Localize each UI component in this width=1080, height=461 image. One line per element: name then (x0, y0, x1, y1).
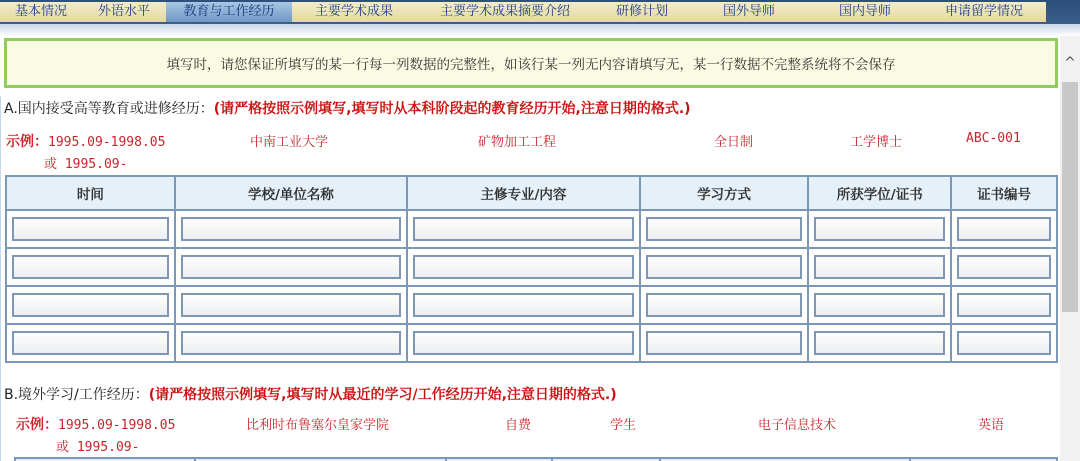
tab-1[interactable]: 外语水平 (97, 4, 150, 19)
tab-0[interactable]: 基本情况 (14, 4, 67, 19)
column-header: 学习方式 (640, 176, 809, 210)
section-b-instruction: (请严格按照示例填写,填写时从最近的学习/工作经历开始,注意日期的格式.) (148, 387, 617, 403)
section-a-example-time-alt: 或 1995.09- (44, 157, 128, 172)
table-cell (6, 210, 175, 248)
row-3-col-1-input[interactable] (181, 331, 402, 355)
table-cell (175, 324, 408, 362)
table-cell (808, 286, 951, 324)
tab-5[interactable]: 研修计划 (615, 4, 668, 19)
section-b-example-role: 学生 (610, 418, 637, 433)
table-cell (808, 324, 951, 362)
row-1-col-3-input[interactable] (646, 255, 803, 279)
table-cell (175, 286, 408, 324)
row-3-col-2-input[interactable] (413, 331, 634, 355)
section-a-example-school: 中南工业大学 (250, 135, 329, 150)
table-cell (808, 210, 951, 248)
section-a-example-time (6, 131, 165, 151)
table-cell (951, 248, 1057, 286)
tab-bar (0, 0, 1080, 24)
row-0-col-0-input[interactable] (12, 217, 169, 241)
row-1-col-4-input[interactable] (814, 255, 945, 279)
tab-subbar (0, 24, 1080, 36)
row-3-col-5-input[interactable] (957, 331, 1051, 355)
vertical-scrollbar[interactable] (1060, 36, 1080, 461)
table-cell (407, 324, 640, 362)
table-cell (6, 248, 175, 286)
row-0-col-5-input[interactable] (957, 217, 1051, 241)
table-cell (640, 210, 809, 248)
column-header: 证书编号 (951, 176, 1057, 210)
example-label: 示例： (16, 417, 58, 433)
row-2-col-5-input[interactable] (957, 293, 1051, 317)
example-time-value: 1995.09-1998.05 (48, 135, 166, 150)
tab-3[interactable]: 主要学术成果 (314, 4, 393, 19)
table-cell (640, 286, 809, 324)
table-cell (640, 248, 809, 286)
section-a-heading (4, 98, 691, 118)
section-b-example-time-alt: 或 1995.09- (56, 440, 140, 455)
table-cell (407, 286, 640, 324)
tab-4[interactable]: 主要学术成果摘要介绍 (439, 4, 570, 19)
section-b-example-funding: 自费 (505, 418, 532, 433)
table-cell (951, 210, 1057, 248)
scrollbar-thumb[interactable] (1062, 82, 1078, 312)
section-a-example-cert-no: ABC-001 (966, 131, 1021, 146)
row-3-col-4-input[interactable] (814, 331, 945, 355)
example-time-value: 1995.09-1998.05 (58, 418, 176, 433)
table-row (6, 210, 1057, 248)
table-cell (175, 210, 408, 248)
row-0-col-3-input[interactable] (646, 217, 803, 241)
section-b-heading (4, 384, 617, 404)
table-cell (951, 324, 1057, 362)
tab-8[interactable]: 申请留学情况 (944, 4, 1023, 19)
section-b-example-time (16, 414, 175, 434)
row-0-col-2-input[interactable] (413, 217, 634, 241)
tab-list (0, 2, 1046, 22)
tab-7[interactable]: 国内导师 (838, 4, 891, 19)
row-1-col-1-input[interactable] (181, 255, 402, 279)
education-table (5, 175, 1058, 363)
section-a-example-degree: 工学博士 (850, 135, 903, 150)
row-2-col-3-input[interactable] (646, 293, 803, 317)
example-label: 示例： (6, 134, 48, 150)
row-2-col-2-input[interactable] (413, 293, 634, 317)
row-1-col-2-input[interactable] (413, 255, 634, 279)
section-a-title: A.国内接受高等教育或进修经历： (4, 101, 214, 117)
column-header: 时间 (6, 176, 175, 210)
table-cell (407, 210, 640, 248)
table-cell (640, 324, 809, 362)
table-cell (6, 324, 175, 362)
notice-box (4, 38, 1058, 88)
table-cell (951, 286, 1057, 324)
overseas-table (14, 457, 1058, 461)
section-a-example-major: 矿物加工工程 (478, 135, 557, 150)
row-1-col-5-input[interactable] (957, 255, 1051, 279)
section-b-example-field: 电子信息技术 (758, 418, 837, 433)
column-header: 所获学位/证书 (808, 176, 951, 210)
row-2-col-1-input[interactable] (181, 293, 402, 317)
row-1-col-0-input[interactable] (12, 255, 169, 279)
row-3-col-3-input[interactable] (646, 331, 803, 355)
table-row (6, 324, 1057, 362)
row-0-col-1-input[interactable] (181, 217, 402, 241)
row-2-col-4-input[interactable] (814, 293, 945, 317)
notice-text: 填写时，请您保证所填写的某一行每一列数据的完整性，如该行某一列无内容请填写无，某一行数据不完整系统将不会保存 (166, 57, 896, 73)
table-cell (808, 248, 951, 286)
section-b-example-institution: 比利时布鲁塞尔皇家学院 (246, 418, 390, 433)
row-3-col-0-input[interactable] (12, 331, 169, 355)
table-row (6, 286, 1057, 324)
tab-2[interactable]: 教育与工作经历 (166, 2, 292, 22)
section-b-example-language: 英语 (978, 418, 1005, 433)
scroll-up-arrow-icon[interactable]: ^ (1064, 55, 1076, 71)
column-header: 学校/单位名称 (175, 176, 408, 210)
row-2-col-0-input[interactable] (12, 293, 169, 317)
section-a-instruction: (请严格按照示例填写,填写时从本科阶段起的教育经历开始,注意日期的格式.) (213, 101, 691, 117)
section-a-example-mode: 全日制 (714, 135, 754, 150)
row-0-col-4-input[interactable] (814, 217, 945, 241)
table-cell (6, 286, 175, 324)
table-cell (407, 248, 640, 286)
tab-6[interactable]: 国外导师 (722, 4, 775, 19)
section-b-title: B.境外学习/工作经历： (4, 387, 149, 403)
education-table-header (6, 176, 1057, 210)
table-cell (175, 248, 408, 286)
table-row (6, 248, 1057, 286)
column-header: 主修专业/内容 (407, 176, 640, 210)
